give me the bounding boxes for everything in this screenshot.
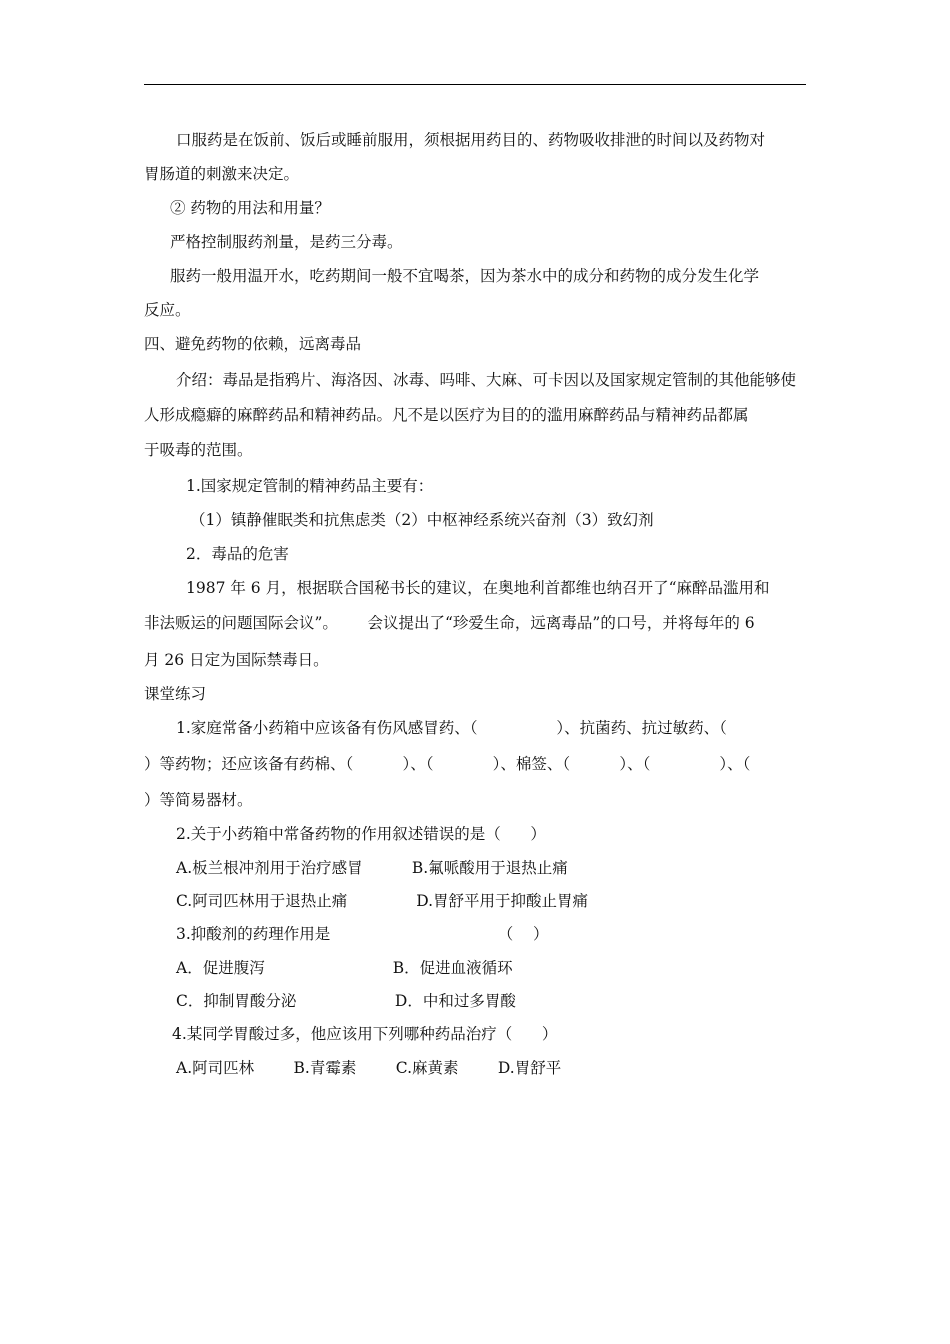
text-line: 1.国家规定管制的精神药品主要有： xyxy=(186,477,434,495)
text-line: 2.关于小药箱中常备药物的作用叙述错误的是（ ） xyxy=(176,825,546,843)
text-line: 介绍：毒品是指鸦片、海洛因、冰毒、吗啡、大麻、可卡因以及国家规定管制的其他能够使 xyxy=(176,371,797,389)
text-line: C．抑制胃酸分泌 D．中和过多胃酸 xyxy=(176,992,516,1010)
text-line: 1987 年 6 月，根据联合国秘书长的建议，在奥地利首都维也纳召开了“麻醉品滥用和 xyxy=(186,579,770,597)
text-line: （1）镇静催眠类和抗焦虑类（2）中枢神经系统兴奋剂（3）致幻剂 xyxy=(190,511,654,529)
section-heading: 课堂练习 xyxy=(144,685,207,703)
text-line: 月 26 日定为国际禁毒日。 xyxy=(144,651,329,669)
text-line: 人形成瘾癖的麻醉药品和精神药品。凡不是以医疗为目的的滥用麻醉药品与精神药品都属 xyxy=(144,406,749,424)
text-line: C.阿司匹林用于退热止痛 D.胃舒平用于抑酸止胃痛 xyxy=(176,892,589,910)
header-rule xyxy=(144,84,806,85)
section-heading: 四、避免药物的依赖，远离毒品 xyxy=(144,335,362,353)
text-line: A.阿司匹林 B.青霉素 C.麻黄素 D.胃舒平 xyxy=(176,1059,562,1077)
text-line: 严格控制服药剂量，是药三分毒。 xyxy=(170,233,403,251)
text-line: 于吸毒的范围。 xyxy=(144,441,253,459)
text-line: ② 药物的用法和用量？ xyxy=(170,199,330,217)
text-line: 2．毒品的危害 xyxy=(186,545,289,563)
text-line: 口服药是在饭前、饭后或睡前服用，须根据用药目的、药物吸收排泄的时间以及药物对 xyxy=(176,131,766,149)
text-line: ）等药物；还应该备有药棉、（ ）、（ ）、棉签、（ ）、（ ）、（ xyxy=(144,755,751,773)
text-line: 3.抑酸剂的药理作用是 （ ） xyxy=(176,925,549,943)
text-line: 胃肠道的刺激来决定。 xyxy=(144,165,300,183)
text-line: 1.家庭常备小药箱中应该备有伤风感冒药、（ ）、抗菌药、抗过敏药、（ xyxy=(176,719,727,737)
text-line: A．促进腹泻 B．促进血液循环 xyxy=(176,959,513,977)
text-line: 反应。 xyxy=(144,301,191,319)
text-line: ）等简易器材。 xyxy=(144,791,253,809)
text-line: A.板兰根冲剂用于治疗感冒 B.氟哌酸用于退热止痛 xyxy=(176,859,568,877)
text-line: 服药一般用温开水，吃药期间一般不宜喝茶，因为茶水中的成分和药物的成分发生化学 xyxy=(170,267,760,285)
text-line: 4.某同学胃酸过多，他应该用下列哪种药品治疗（ ） xyxy=(172,1025,558,1043)
text-line: 非法贩运的问题国际会议”。 会议提出了“珍爱生命，远离毒品”的口号，并将每年的 6 xyxy=(144,614,755,632)
